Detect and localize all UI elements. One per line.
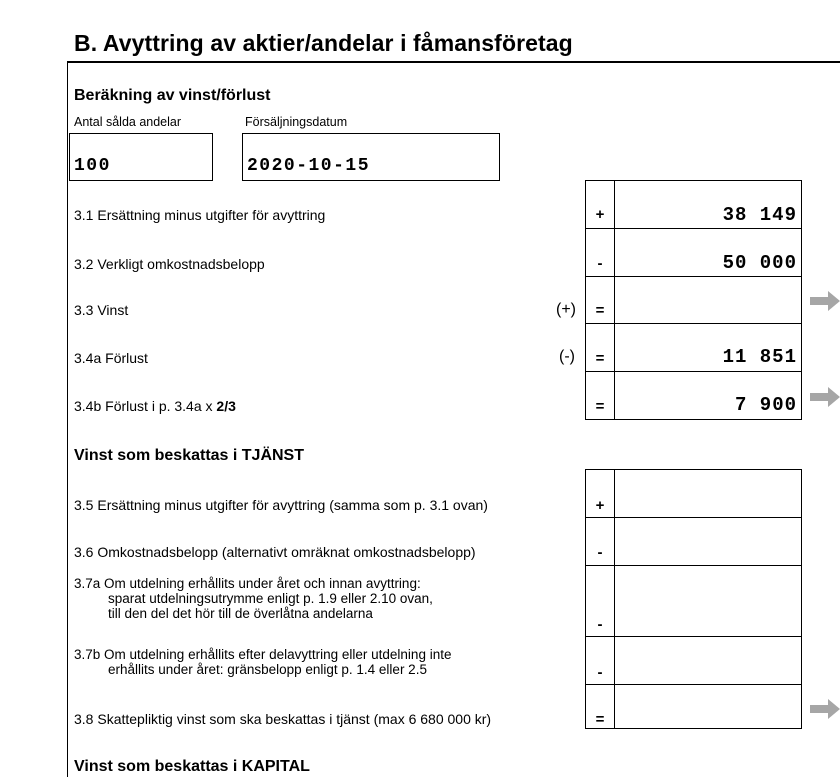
row-3-8-value[interactable]	[617, 706, 797, 728]
row-3-7b-line1: 3.7b Om utdelning erhållits efter delavyttring eller utdelning inte	[74, 647, 452, 662]
row-3-2-value[interactable]: 50 000	[722, 252, 797, 274]
row-3-3-label: 3.3 Vinst	[74, 302, 129, 318]
row-3-4a-value[interactable]: 11 851	[722, 346, 797, 368]
tjanst-heading: Vinst som beskattas i TJÄNST	[74, 447, 304, 464]
frame-top-rule	[67, 61, 840, 63]
calc-table-rule	[585, 323, 802, 324]
datum-value: 2020-10-15	[247, 156, 371, 176]
frame-left-rule	[67, 61, 68, 777]
arrow-right-icon	[810, 290, 840, 312]
row-3-4b-value[interactable]: 7 900	[734, 394, 797, 416]
antal-value: 100	[74, 156, 111, 176]
row-3-4b-label	[74, 398, 236, 414]
row-3-7a-line1: 3.7a Om utdelning erhållits under året och innan avyttring:	[74, 576, 421, 591]
row-3-1-op: +	[595, 206, 605, 223]
row-3-7b-line2: erhållits under året: gränsbelopp enligt p. 1.4 eller 2.5	[108, 662, 427, 677]
row-3-6-value[interactable]	[617, 542, 797, 564]
row-3-8-op: =	[595, 711, 605, 728]
row-3-7a-value[interactable]	[617, 612, 797, 634]
row-3-3-value[interactable]	[617, 298, 797, 320]
row-3-8-label: 3.8 Skattepliktig vinst som ska beskattas i tjänst (max 6 680 000 kr)	[74, 711, 492, 727]
row-3-5-value[interactable]	[617, 494, 797, 516]
row-3-4b-label-text: 3.4b Förlust i p. 3.4a x	[74, 398, 217, 414]
row-3-3-sign: (+)	[556, 301, 576, 318]
datum-label: Försäljningsdatum	[245, 115, 348, 129]
row-3-4b-label-fraction: 2/3	[216, 398, 236, 414]
row-3-1-value[interactable]: 38 149	[722, 204, 797, 226]
calc-heading: Beräkning av vinst/förlust	[74, 87, 271, 104]
row-3-5-op: +	[595, 497, 605, 514]
row-3-7a-op: -	[597, 616, 603, 633]
row-3-7a-line2: sparat utdelningsutrymme enligt p. 1.9 eller 2.10 ovan,	[108, 591, 433, 606]
calc-table-rule	[585, 371, 802, 372]
row-3-5-label: 3.5 Ersättning minus utgifter för avyttring (samma som p. 3.1 ovan)	[74, 497, 488, 513]
tjanst-table-rule	[585, 684, 802, 685]
tjanst-table-rule	[585, 636, 802, 637]
antal-label: Antal sålda andelar	[74, 115, 182, 129]
arrow-right-icon	[810, 698, 840, 720]
row-3-7b-op: -	[597, 664, 603, 681]
row-3-3-op: =	[595, 302, 605, 319]
row-3-6-label: 3.6 Omkostnadsbelopp (alternativt omräknat omkostnadsbelopp)	[74, 544, 476, 560]
arrow-right-icon	[810, 386, 840, 408]
row-3-7a-label	[74, 576, 433, 621]
row-3-6-op: -	[597, 544, 603, 561]
calc-table-rule	[585, 276, 802, 277]
tjanst-table-rule	[585, 565, 802, 566]
antal-field[interactable]	[69, 133, 213, 181]
row-3-2-label: 3.2 Verkligt omkostnadsbelopp	[74, 256, 265, 272]
datum-field[interactable]	[242, 133, 500, 181]
calc-table-rule	[585, 228, 802, 229]
page-title: B. Avyttring av aktier/andelar i fåmansföretag	[74, 30, 573, 56]
row-3-4b-op: =	[595, 398, 605, 415]
row-3-7a-line3: till den del det hör till de överlåtna andelarna	[108, 606, 373, 621]
row-3-7b-value[interactable]	[617, 660, 797, 682]
row-3-4a-sign: (-)	[559, 348, 575, 365]
row-3-4a-op: =	[595, 350, 605, 367]
row-3-2-op: -	[597, 255, 603, 272]
tjanst-table-rule	[585, 517, 802, 518]
row-3-1-label: 3.1 Ersättning minus utgifter för avyttring	[74, 207, 326, 223]
kapital-heading: Vinst som beskattas i KAPITAL	[74, 758, 310, 775]
row-3-7b-label	[74, 647, 451, 677]
row-3-4a-label: 3.4a Förlust	[74, 350, 148, 366]
